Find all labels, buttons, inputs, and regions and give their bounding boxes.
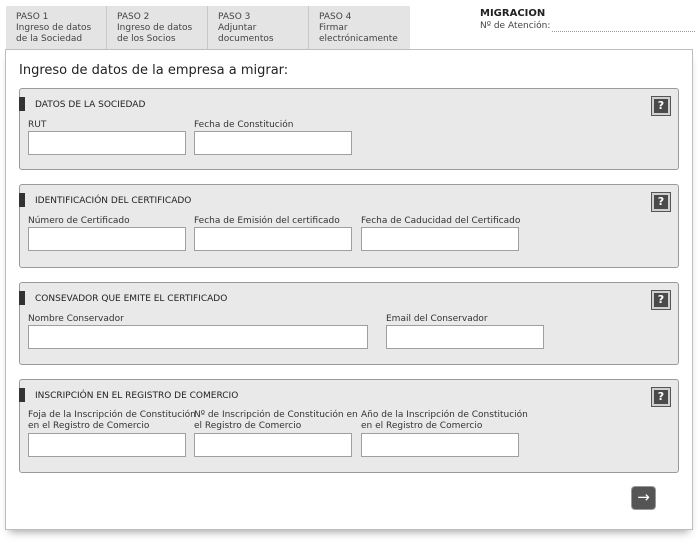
help-icon[interactable]: ? bbox=[652, 193, 670, 211]
tab-step-3-label: PASO 3 Adjuntar documentos bbox=[218, 12, 274, 44]
section-marker bbox=[19, 193, 25, 207]
section-title: DATOS DE LA SOCIEDAD bbox=[35, 100, 146, 110]
section-company-data bbox=[19, 88, 679, 170]
conservator-email-input[interactable] bbox=[386, 325, 544, 349]
issue-date-input[interactable] bbox=[194, 227, 352, 251]
inscription-number-input[interactable] bbox=[194, 433, 352, 457]
tab-step-1-label: PASO 1 Ingreso de datos de la Sociedad bbox=[16, 12, 92, 44]
foja-label: Foja de la Inscripción de Constitución en el Registro de Comercio bbox=[28, 410, 196, 431]
conservator-name-input[interactable] bbox=[28, 325, 368, 349]
constitution-date-input[interactable] bbox=[194, 131, 352, 155]
attention-number-label: Nº de Atención: bbox=[480, 21, 551, 31]
section-conservator bbox=[19, 282, 679, 365]
rut-label: RUT bbox=[28, 120, 47, 130]
main-panel bbox=[5, 49, 693, 530]
tab-step-4-label: PASO 4 Firmar electrónicamente bbox=[319, 12, 398, 44]
section-certificate-id bbox=[19, 184, 679, 268]
tab-step-2-label: PASO 2 Ingreso de datos de los Socios bbox=[117, 12, 193, 44]
section-marker bbox=[19, 291, 25, 305]
inscription-year-label: Año de la Inscripción de Constitución en el Registro de Comercio bbox=[361, 410, 528, 431]
certificate-number-input[interactable] bbox=[28, 227, 186, 251]
attention-number-row bbox=[480, 21, 695, 32]
section-title: INSCRIPCIÓN EN EL REGISTRO DE COMERCIO bbox=[35, 391, 239, 401]
inscription-number-label: Nº de Inscripción de Constitución en el Registro de Comercio bbox=[194, 410, 358, 431]
migration-title: MIGRACION bbox=[480, 8, 546, 19]
expiry-date-input[interactable] bbox=[361, 227, 519, 251]
inscription-year-input[interactable] bbox=[361, 433, 519, 457]
constitution-date-label: Fecha de Constitución bbox=[194, 120, 294, 130]
tab-step-1[interactable] bbox=[6, 6, 107, 49]
attention-number-value bbox=[552, 23, 695, 32]
page-title: Ingreso de datos de la empresa a migrar: bbox=[19, 63, 289, 78]
help-icon[interactable]: ? bbox=[652, 388, 670, 406]
section-title: IDENTIFICACIÓN DEL CERTIFICADO bbox=[35, 196, 192, 206]
expiry-date-label: Fecha de Caducidad del Certificado bbox=[361, 216, 521, 226]
issue-date-label: Fecha de Emisión del certificado bbox=[194, 216, 340, 226]
arrow-right-icon: → bbox=[637, 488, 650, 506]
conservator-email-label: Email del Conservador bbox=[386, 314, 488, 324]
rut-input[interactable] bbox=[28, 131, 186, 155]
steps-bar bbox=[6, 6, 410, 49]
foja-input[interactable] bbox=[28, 433, 186, 457]
help-icon[interactable]: ? bbox=[652, 291, 670, 309]
tab-step-4[interactable] bbox=[309, 6, 410, 49]
tab-step-3[interactable] bbox=[208, 6, 309, 49]
migration-header bbox=[480, 8, 695, 32]
tab-step-2[interactable] bbox=[107, 6, 208, 49]
help-icon[interactable]: ? bbox=[652, 97, 670, 115]
section-marker bbox=[19, 388, 25, 402]
conservator-name-label: Nombre Conservador bbox=[28, 314, 124, 324]
section-title: CONSEVADOR QUE EMITE EL CERTIFICADO bbox=[35, 294, 228, 304]
certificate-number-label: Número de Certificado bbox=[28, 216, 130, 226]
section-marker bbox=[19, 97, 25, 111]
next-button[interactable] bbox=[632, 487, 655, 509]
section-commerce-registry bbox=[19, 379, 679, 473]
